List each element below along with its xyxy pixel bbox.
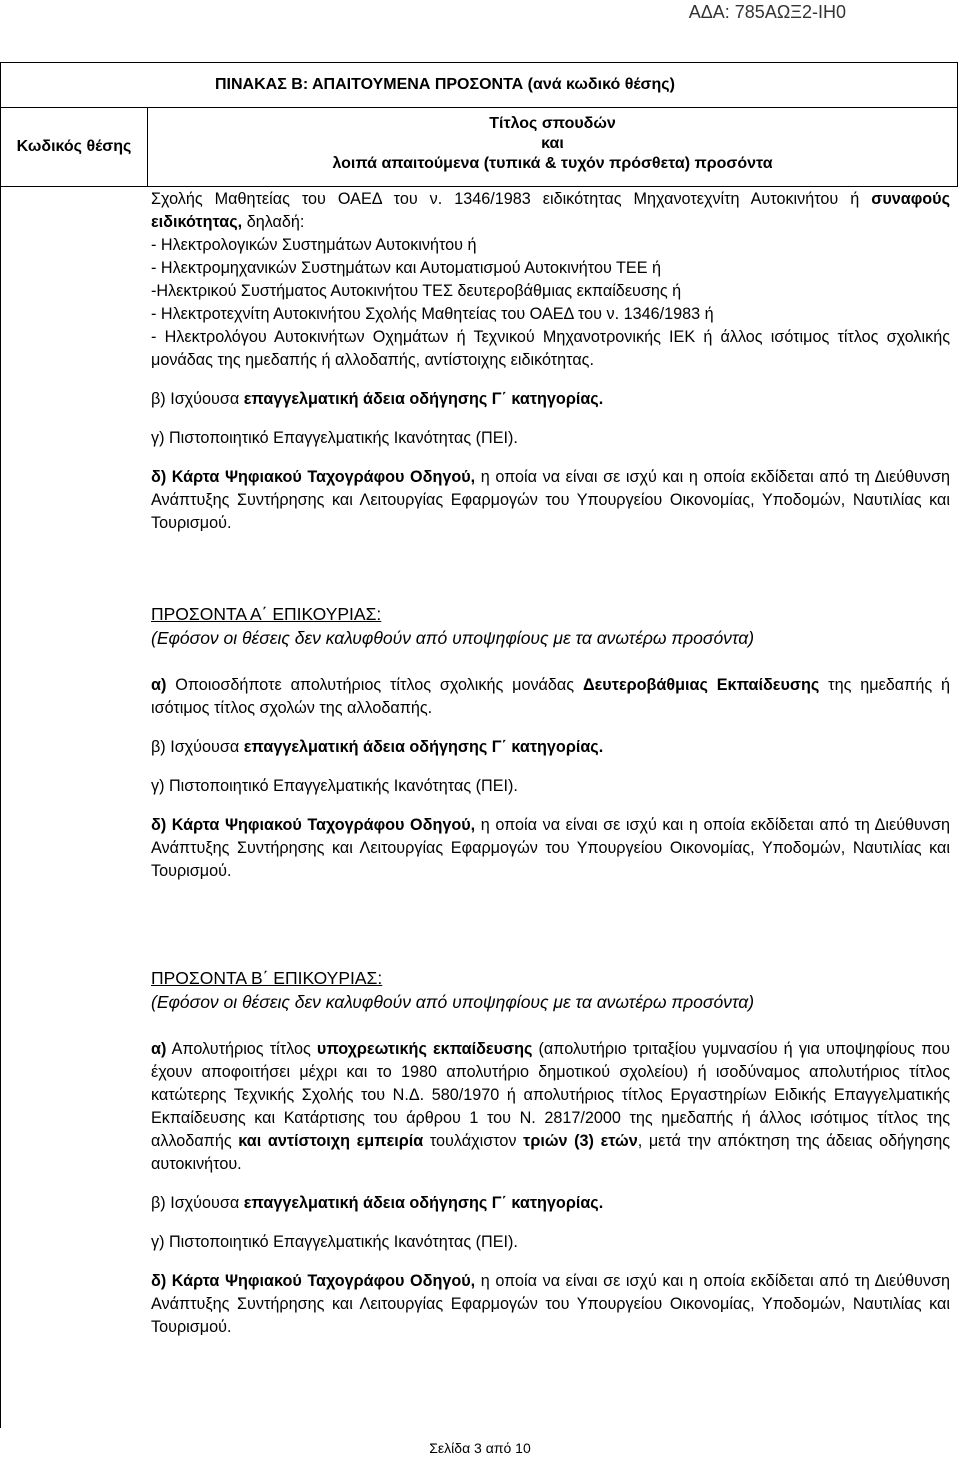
ada-code: ΑΔΑ: 785ΑΩΞ2-ΙΗ0 [688,2,846,22]
requirement-a: α) Απολυτήριος τίτλος υποχρεωτικής εκπαίδευσης (απολυτήριο τριταξίου γυμνασίου ή για υποψηφίους που έχουν αποφοιτήσει μέχρι και το 1980 απολυτήριο δημοτικού σχολείου) ή ισοδύναμος απολυτήριος τίτλος κατώτερης Τεχνικής Σχολής του Ν.Δ. 580/1970 ή απολυτήριος τίτλος Εργαστηρίων Ειδικής Επαγγελματικής Εκπαίδευσης και Κατάρτισης του άρθρου 1 του Ν. 2817/2000 της ημεδαπής ή άλλος ισότιμος τίτλος της αλλοδαπής και αντίστοιχη εμπειρία τουλάχιστον τριών (3) ετών, μετά την απόκτηση της άδειας οδήγησης αυτοκινήτου. [151,1040,951,1173]
column-header-code: Κωδικός θέσης [1,108,148,187]
requirement-b: β) Ισχύουσα επαγγελματική άδεια οδήγησης Γ΄ κατηγορίας. [151,1194,604,1212]
header-line-1: Τίτλος σπουδών [489,115,616,132]
requirement-g: γ) Πιστοποιητικό Επαγγελματικής Ικανότητας (ΠΕΙ). [151,777,518,795]
left-border [0,184,1,1428]
requirement-d: δ) Κάρτα Ψηφιακού Ταχογράφου Οδηγού, η οποία να είναι σε ισχύ και η οποία εκδίδεται από τη Διεύθυνση Ανάπτυξης Συντήρησης και Λειτουργίας Εφαρμογών του Υπουργείου Οικονομίας, Υποδομών, Ναυτιλίας και Τουρισμού. [151,1272,950,1336]
list-item: - Ηλεκτρολογικών Συστημάτων Αυτοκινήτου ή [151,236,477,254]
requirement-g: γ) Πιστοποιητικό Επαγγελματικής Ικανότητας (ΠΕΙ). [151,1233,518,1251]
requirement-g: γ) Πιστοποιητικό Επαγγελματικής Ικανότητας (ΠΕΙ). [151,429,518,447]
section-subtitle: (Εφόσον οι θέσεις δεν καλυφθούν από υποψηφίους με τα ανωτέρω προσόντα) [151,628,755,648]
paragraph-school: Σχολής Μαθητείας του ΟΑΕΔ του ν. 1346/1983 ειδικότητας Μηχανοτεχνίτη Αυτοκινήτου ή συναφούς ειδικότητας, δηλαδή: [151,190,951,231]
list-item: - Ηλεκτροτεχνίτη Αυτοκινήτου Σχολής Μαθητείας του ΟΑΕΔ του ν. 1346/1983 ή [151,305,714,323]
block-auxiliary-b [151,966,950,1339]
requirement-d: δ) Κάρτα Ψηφιακού Ταχογράφου Οδηγού, η οποία να είναι σε ισχύ και η οποία εκδίδεται από τη Διεύθυνση Ανάπτυξης Συντήρησης και Λειτουργίας Εφαρμογών του Υπουργείου Οικονομίας, Υποδομών, Ναυτιλίας και Τουρισμού. [151,816,950,880]
requirement-b: β) Ισχύουσα επαγγελματική άδεια οδήγησης Γ΄ κατηγορίας. [151,390,604,408]
requirement-b: β) Ισχύουσα επαγγελματική άδεια οδήγησης Γ΄ κατηγορίας. [151,738,604,756]
block-auxiliary-a [151,602,950,883]
page-number: Σελίδα 3 από 10 [429,1440,531,1456]
table-title: ΠΙΝΑΚΑΣ Β: ΑΠΑΙΤΟΥΜΕΝΑ ΠΡΟΣΟΝΤΑ (ανά κωδικό θέσης) [1,63,958,108]
requirement-a: α) Οποιοσδήποτε απολυτήριος τίτλος σχολικής μονάδας Δευτεροβάθμιας Εκπαίδευσης της ημεδαπής ή ισότιμος τίτλος σχολών της αλλοδαπής. [151,676,951,717]
header-line-3: λοιπά απαιτούμενα (τυπικά & τυχόν πρόσθετα) προσόντα [332,155,773,172]
list-item: - Ηλεκτρομηχανικών Συστημάτων και Αυτοματισμού Αυτοκινήτου ΤΕΕ ή [151,259,662,277]
section-title: ΠΡΟΣΟΝΤΑ Α΄ ΕΠΙΚΟΥΡΙΑΣ: [151,604,382,624]
column-header-title [148,108,958,187]
section-subtitle: (Εφόσον οι θέσεις δεν καλυφθούν από υποψηφίους με τα ανωτέρω προσόντα) [151,992,755,1012]
block-main-requirements [151,188,950,535]
requirements-table [0,62,958,187]
list-item: - Ηλεκτρολόγου Αυτοκινήτων Οχημάτων ή Τεχνικού Μηχανοτρονικής ΙΕΚ ή άλλος ισότιμος τίτλος σχολικής μονάδας της ημεδαπής ή αλλοδαπής, αντίστοιχης ειδικότητας. [151,328,950,369]
requirement-d: δ) Κάρτα Ψηφιακού Ταχογράφου Οδηγού, η οποία να είναι σε ισχύ και η οποία εκδίδεται από τη Διεύθυνση Ανάπτυξης Συντήρησης και Λειτουργίας Εφαρμογών του Υπουργείου Οικονομίας, Υποδομών, Ναυτιλίας και Τουρισμού. [151,468,950,532]
list-item: -Ηλεκτρικού Συστήματος Αυτοκινήτου ΤΕΣ δευτεροβάθμιας εκπαίδευσης ή [151,282,682,300]
section-title: ΠΡΟΣΟΝΤΑ Β΄ ΕΠΙΚΟΥΡΙΑΣ: [151,968,383,988]
header-line-2: και [541,135,564,152]
